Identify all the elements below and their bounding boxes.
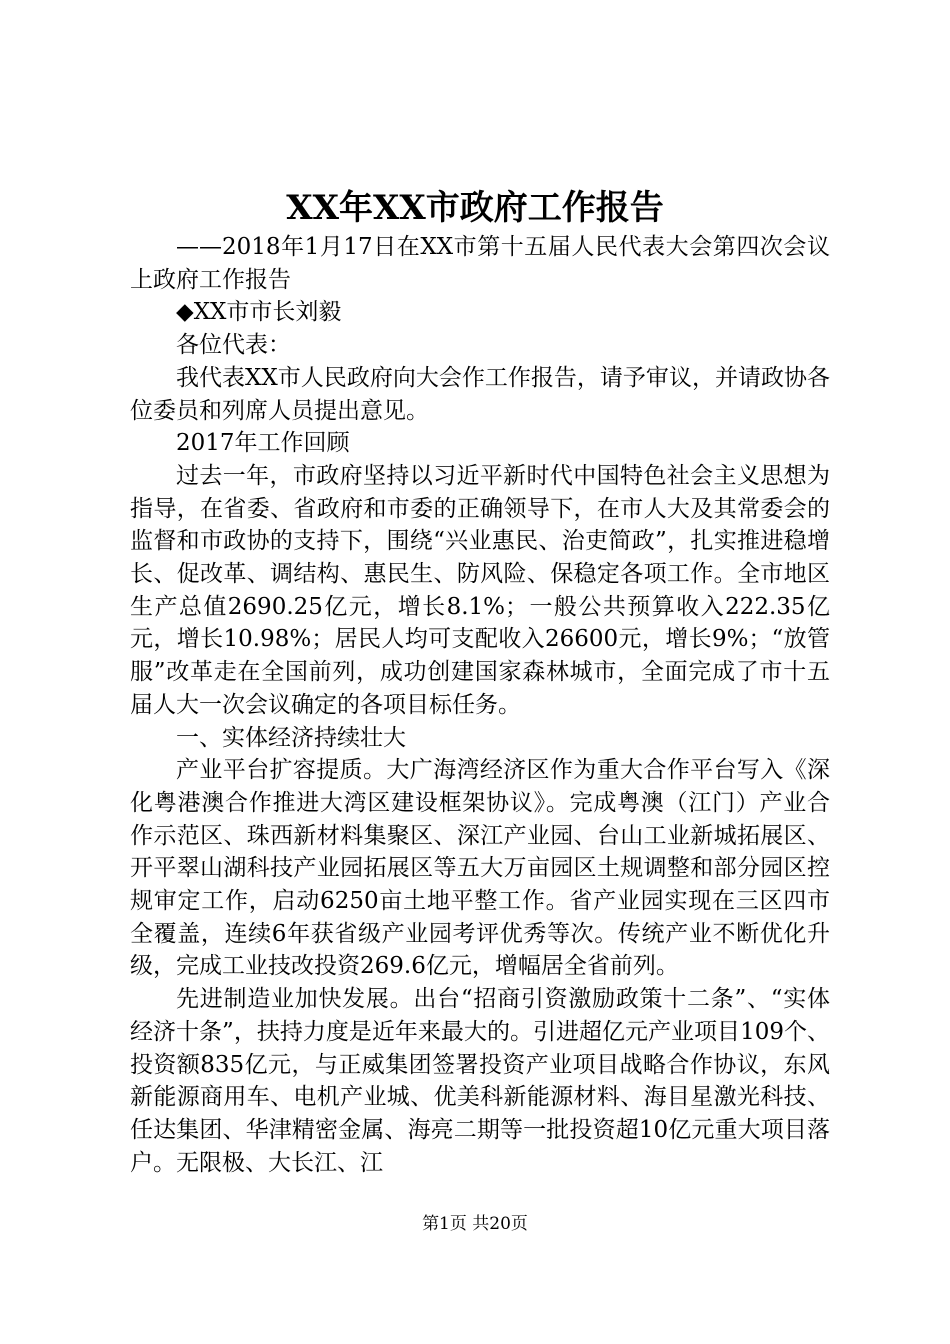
salutation: 各位代表： — [176, 332, 291, 359]
body-paragraph: 产业平台扩容提质。大广海湾经济区作为重大合作平台写入《深化粤港澳合作推进大湾区建设框架协议》。完成粤澳（江门）产业合作示范区、珠西新材料集聚区、深江产业园、台山工业新城拓展区、开平翠山湖科技产业园拓展区等五大万亩园区土规调整和部分园区控规审定工作，启动6250亩土地平整工作。省产业园实现在三区四市全覆盖，连续6年获省级产业园考评优秀等次。传统产业不断优化升级，完成工业技改投资269.6亿元，增幅居全省前列。 — [130, 757, 830, 980]
page-indicator: 第1页 共20页 — [422, 1214, 528, 1234]
body-paragraph: 先进制造业加快发展。出台“招商引资激励政策十二条”、“实体经济十条”，扶持力度是近年来最大的。引进超亿元产业项目109个、投资额835亿元，与正威集团签署投资产业项目战略合作协议，东风新能源商用车、电机产业城、优美科新能源材料、海目星激光科技、任达集团、华津精密金属、海亮二期等一批投资超10亿元重大项目落户。无限极、大长江、江 — [130, 986, 830, 1176]
intro-paragraph: 我代表XX市人民政府向大会作工作报告，请予审议，并请政协各位委员和列席人员提出意见。 — [130, 364, 830, 424]
section-heading-economy: 一、实体经济持续壮大 — [176, 724, 406, 751]
section-heading-review: 2017年工作回顾 — [176, 430, 350, 457]
document-body — [130, 231, 830, 1179]
document-title: XX年XX市政府工作报告 — [286, 188, 664, 228]
body-paragraph: 过去一年，市政府坚持以习近平新时代中国特色社会主义思想为指导，在省委、省政府和市委的正确领导下，在市人大及其常委会的监督和市政协的支持下，围绕“兴业惠民、治吏简政”，扎实推进稳增长、促改革、调结构、惠民生、防风险、保稳定各项工作。全市地区生产总值2690.25亿元，增长8.1%；一般公共预算收入222.35亿元，增长10.98%；居民人均可支配收入26600元，增长9%；“放管服”改革走在全国前列，成功创建国家森林城市，全面完成了市十五届人大一次会议确定的各项目标任务。 — [130, 462, 830, 718]
subtitle-paragraph: ——2018年1月17日在XX市第十五届人民代表大会第四次会议上政府工作报告 — [130, 234, 830, 293]
author-line: ◆XX市市长刘毅 — [176, 299, 342, 326]
